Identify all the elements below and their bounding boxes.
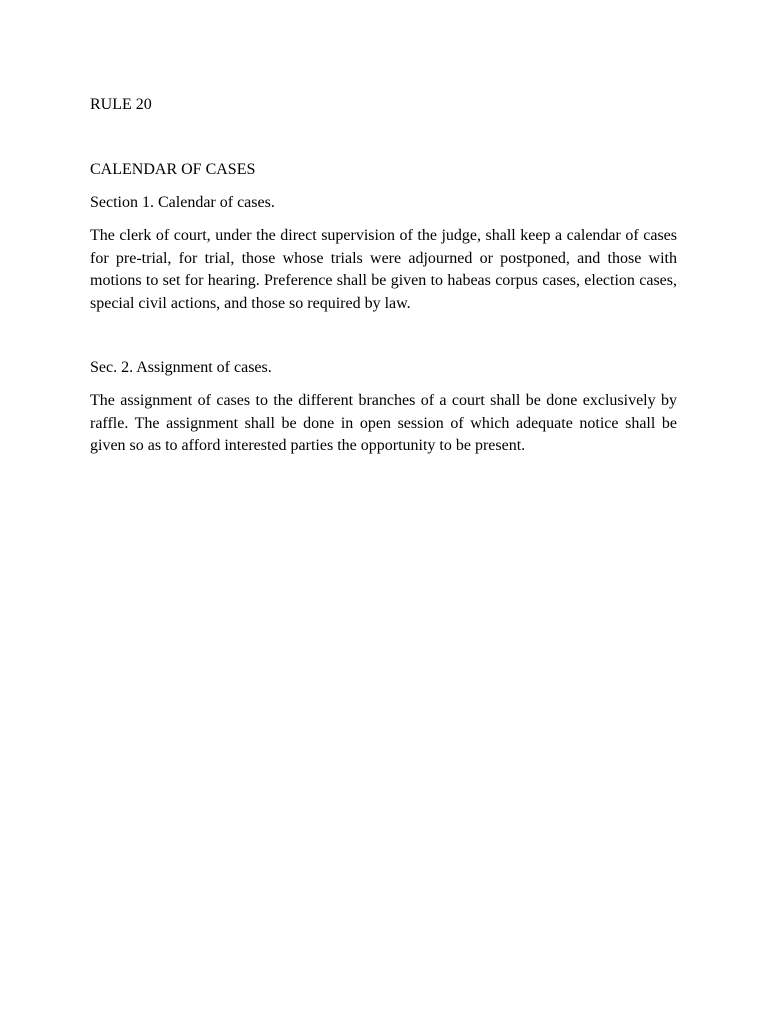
section-2-body: The assignment of cases to the different branches of a court shall be done exclusively by raffle. The assignment shall be done in open session of which adequate notice shall be given so as to afford interested parties the opportunity to be present. <box>90 392 677 455</box>
section-2-heading: Sec. 2. Assignment of cases. <box>90 359 272 376</box>
section-1-heading: Section 1. Calendar of cases. <box>90 194 275 211</box>
rule-title: CALENDAR OF CASES <box>90 161 256 178</box>
rule-number: RULE 20 <box>90 96 152 113</box>
section-1-body: The clerk of court, under the direct supervision of the judge, shall keep a calendar of cases for pre-trial, for trial, those whose trials were adjourned or postponed, and those with motions to set for hearing. Preference shall be given to habeas corpus cases, election cases, special civil actions, and those so required by law. <box>90 227 677 313</box>
